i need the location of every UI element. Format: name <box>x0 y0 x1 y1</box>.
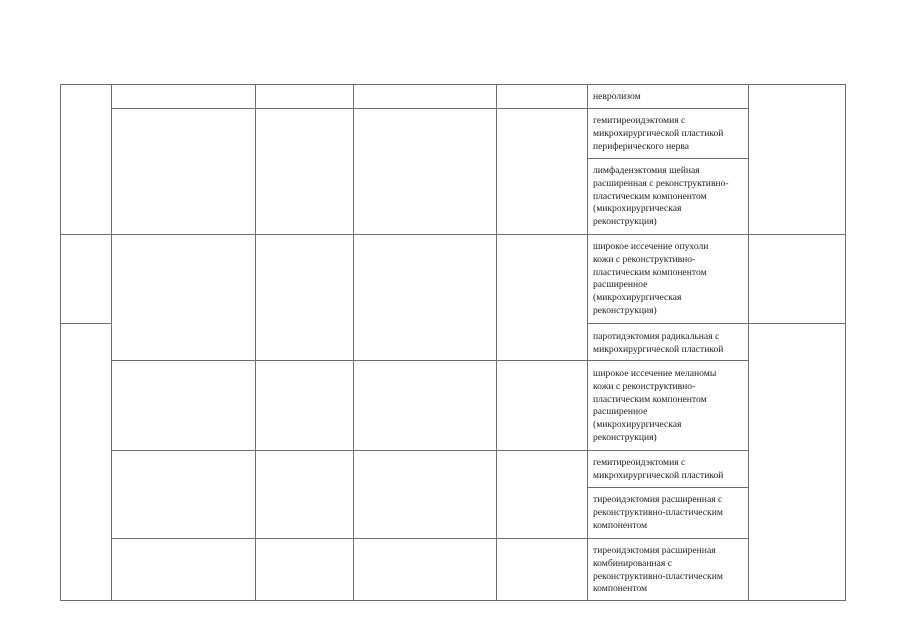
procedure-cell-4: широкое иссечение опухоли кожи с реконструктивно- пластическим компонентом расширенное (микрохирургическая реконструкция) <box>593 241 709 316</box>
row-divider-1 <box>111 108 749 109</box>
table-border-bottom <box>60 600 846 601</box>
row-divider-4a <box>60 323 112 324</box>
procedure-cell-9: тиреоидэктомия расширенная комбинированная с реконструктивно-пластическим компонентом <box>593 545 723 595</box>
table-border-top <box>60 84 846 85</box>
procedure-cell-7: гемитиреоидэктомия с микрохирургической пластикой <box>593 457 724 481</box>
table-border-right <box>845 84 846 601</box>
column-divider-5 <box>587 84 588 601</box>
row-divider-3 <box>60 234 846 235</box>
row-divider-6 <box>111 450 749 451</box>
procedure-cell-8: тиреоидэктомия расширенная с реконструктивно-пластическим компонентом <box>593 494 723 531</box>
row-divider-5 <box>111 360 749 361</box>
row-divider-7 <box>587 487 749 488</box>
procedure-cell-5: паротидэктомия радикальная с микрохирургической пластикой <box>593 331 724 355</box>
table-border-left <box>60 84 61 601</box>
column-divider-2 <box>255 84 256 601</box>
row-divider-8 <box>111 538 749 539</box>
procedure-cell-1: невролизом <box>593 91 641 102</box>
column-divider-4 <box>496 84 497 601</box>
column-divider-3 <box>353 84 354 601</box>
procedure-cell-2: гемитиреоидэктомия с микрохирургической пластикой периферического нерва <box>593 115 724 152</box>
procedure-cell-6: широкое иссечение меланомы кожи с реконструктивно- пластическим компонентом расширенное (микрохирургическая реконструкция) <box>593 368 717 443</box>
row-divider-4b <box>587 323 846 324</box>
column-divider-1 <box>111 84 112 601</box>
row-divider-2 <box>587 158 749 159</box>
procedure-cell-3: лимфаденэктомия шейная расширенная с реконструктивно- пластическим компонентом (микрохирургическая реконструкция) <box>593 165 729 228</box>
